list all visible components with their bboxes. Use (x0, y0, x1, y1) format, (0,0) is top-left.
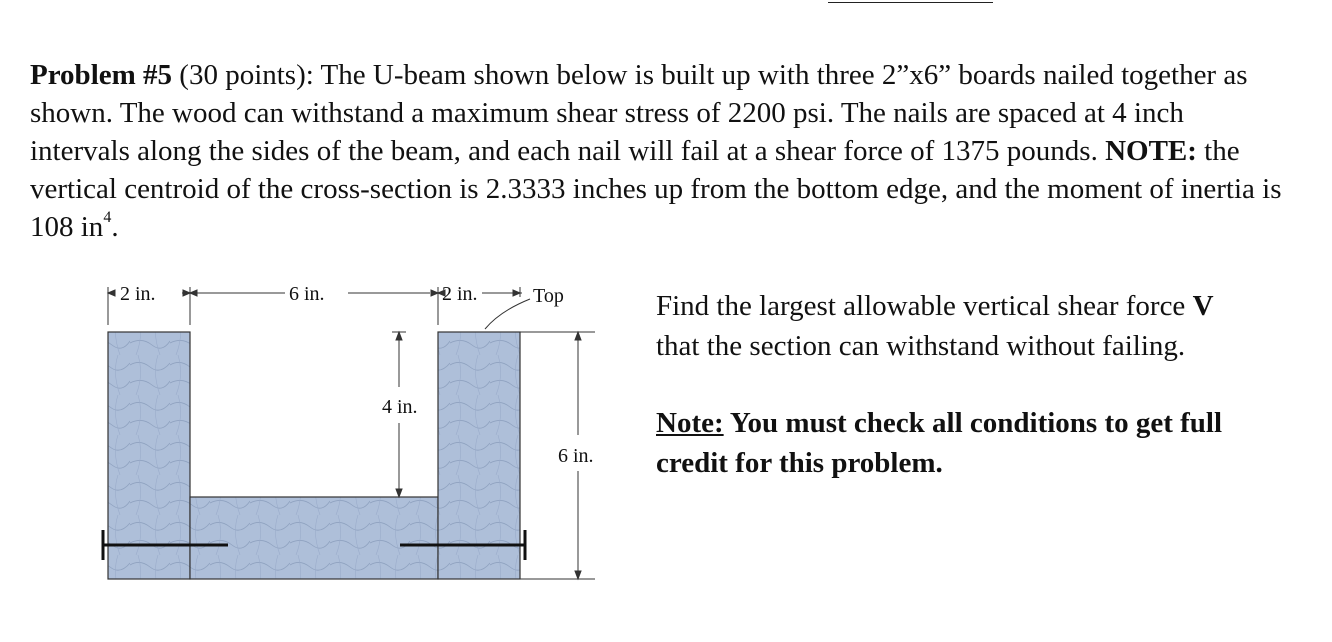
task-question (656, 286, 1296, 366)
period: . (111, 211, 119, 243)
problem-text-2: the vertical centroid of the cross-section is 2.3333 inches up from the bottom edge, and the moment of inertia is 108 in (30, 135, 1282, 243)
top-rule (828, 2, 993, 3)
bottom-board (190, 497, 438, 579)
shear-force-var: V (1192, 290, 1214, 322)
u-beam-figure (90, 275, 610, 600)
dim-total-height-label: 6 in. (558, 445, 594, 467)
task-line1: Find the largest allowable vertical shear force (656, 290, 1193, 322)
problem-heading: Problem #5 (30, 59, 173, 91)
note-text: You must check all conditions to get full credit for this problem. (656, 407, 1223, 479)
task-note (656, 403, 1296, 483)
task-line2: that the section can withstand without failing. (656, 330, 1186, 362)
left-board (108, 332, 190, 579)
u-beam-diagram (90, 275, 610, 595)
note-label: Note: (656, 407, 724, 439)
top-label: Top (533, 285, 564, 307)
problem-statement (30, 56, 1290, 246)
dim-inner-height-label: 4 in. (382, 396, 418, 418)
dim-left-label: 2 in. (120, 283, 156, 305)
right-board (438, 332, 520, 579)
exponent: 4 (103, 209, 112, 226)
dim-middle-label: 6 in. (289, 283, 325, 305)
task-panel (656, 286, 1296, 483)
note-inline-label: NOTE: (1105, 135, 1197, 167)
dim-right-label: 2 in. (442, 283, 478, 305)
problem-points: (30 points): (179, 59, 314, 91)
problem-text-1: The U-beam shown below is built up with three 2”x6” boards nailed together as shown. The wood can withstand a maximum shear stress of 2200 psi. The nails are spaced at 4 inch intervals along the sides of the beam, and each nail will fail at a shear force of 1375 pounds. (30, 59, 1248, 167)
